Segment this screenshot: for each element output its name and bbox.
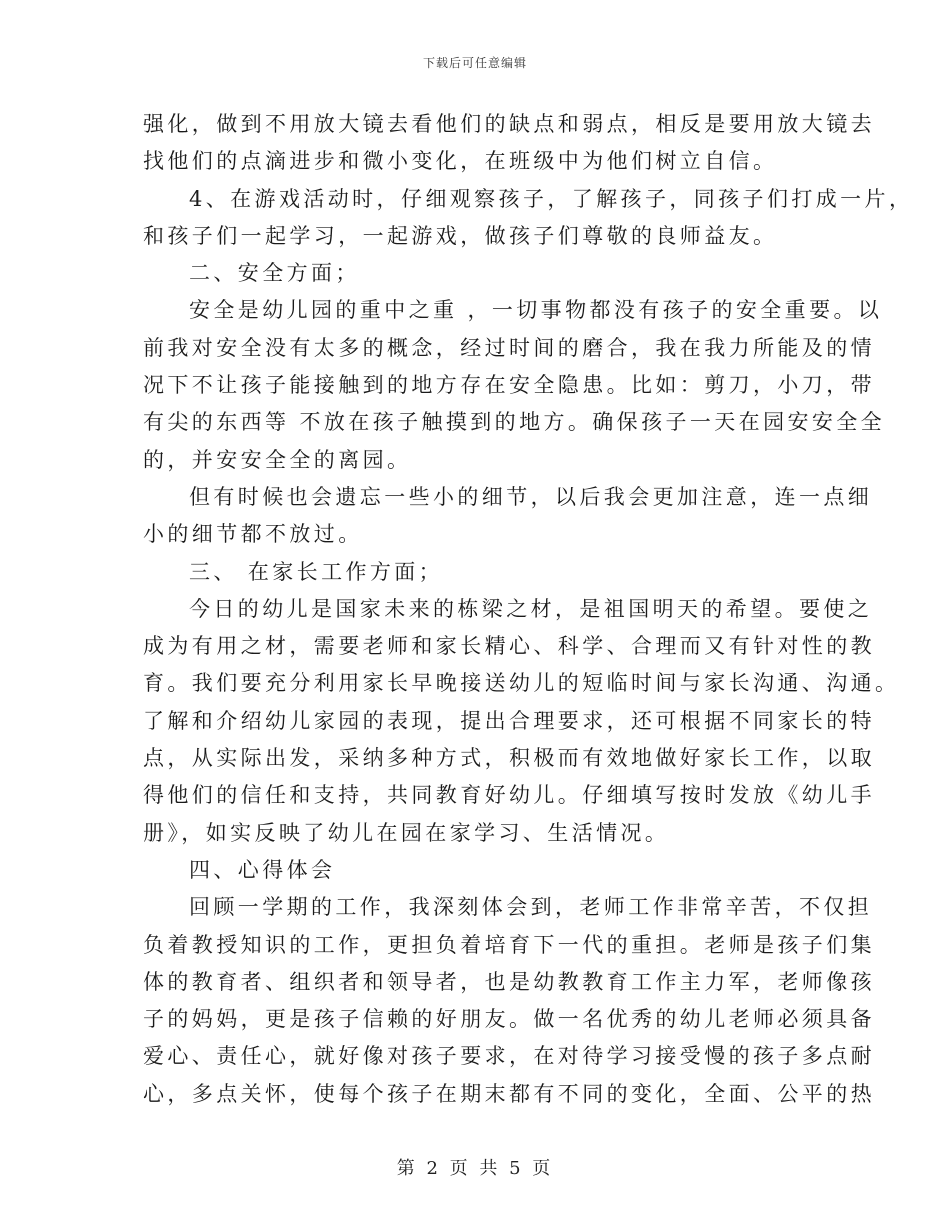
paragraph-line: 负着教授知识的工作，更担负着培育下一代的重担。老师是孩子们集 — [143, 932, 875, 957]
paragraph-line: 前我对安全没有太多的概念，经过时间的磨合，我在我力所能及的情 — [143, 335, 875, 360]
paragraph-line: 4、在游戏活动时，仔细观察孩子，了解孩子，同孩子们打成一片， — [189, 186, 914, 211]
section-heading: 二、安全方面； — [189, 261, 360, 286]
paragraph-line: 子的妈妈，更是孩子信赖的好朋友。做一名优秀的幼儿老师必须具备 — [143, 1007, 875, 1032]
section-heading: 四、心得体会 — [189, 857, 336, 882]
page-number-footer: 第 2 页 共 5 页 — [396, 1158, 554, 1179]
paragraph-line: 回顾一学期的工作，我深刻体会到，老师工作非常辛苦，不仅担 — [189, 895, 873, 920]
paragraph-line: 心，多点关怀，使每个孩子在期末都有不同的变化，全面、公平的热 — [143, 1081, 875, 1106]
section-heading: 三、 在家长工作方面； — [189, 559, 444, 584]
paragraph-line: 育。我们要充分利用家长早晚接送幼儿的短临时间与家长沟通、沟通。 — [143, 671, 900, 696]
paragraph-line: 但有时候也会遗忘一些小的细节，以后我会更加注意，连一点细 — [189, 484, 873, 509]
paragraph-line: 得他们的信任和支持，共同教育好幼儿。仔细填写按时发放《幼儿手 — [143, 783, 875, 808]
paragraph-line: 安全是幼儿园的重中之重 ，一切事物都没有孩子的安全重要。以 — [189, 298, 883, 323]
paragraph-line: 今日的幼儿是国家未来的栋梁之材，是祖国明天的希望。要使之 — [189, 596, 873, 621]
paragraph-line: 体的教育者、组织者和领导者，也是幼教教育工作主力军，老师像孩 — [143, 969, 875, 994]
paragraph-line: 的，并安安全全的离园。 — [143, 447, 412, 472]
paragraph-line: 点，从实际出发，采纳多种方式，积极而有效地做好家长工作，以取 — [143, 746, 875, 771]
document-body — [143, 106, 914, 1113]
paragraph-line: 了解和介绍幼儿家园的表现，提出合理要求，还可根据不同家长的特 — [143, 708, 875, 733]
paragraph-line: 小的细节都不放过。 — [143, 522, 363, 547]
paragraph-line: 和孩子们一起学习，一起游戏，做孩子们尊敬的良师益友。 — [143, 223, 778, 248]
paragraph-line: 况下不让孩子能接触到的地方存在安全隐患。比如：剪刀，小刀，带 — [143, 373, 875, 398]
page-header: 下载后可任意编辑 — [422, 56, 527, 70]
paragraph-line: 爱心、责任心，就好像对孩子要求，在对待学习接受慢的孩子多点耐 — [143, 1044, 875, 1069]
paragraph-line: 册》，如实反映了幼儿在园在家学习、生活情况。 — [143, 820, 670, 845]
paragraph-line: 找他们的点滴进步和微小变化，在班级中为他们树立自信。 — [143, 149, 778, 174]
paragraph-line: 强化，做到不用放大镜去看他们的缺点和弱点，相反是要用放大镜去 — [143, 112, 875, 136]
paragraph-line: 有尖的东西等 不放在孩子触摸到的地方。确保孩子一天在园安安全全 — [143, 410, 886, 435]
paragraph-line: 成为有用之材，需要老师和家长精心、科学、合理而又有针对性的教 — [143, 634, 875, 659]
